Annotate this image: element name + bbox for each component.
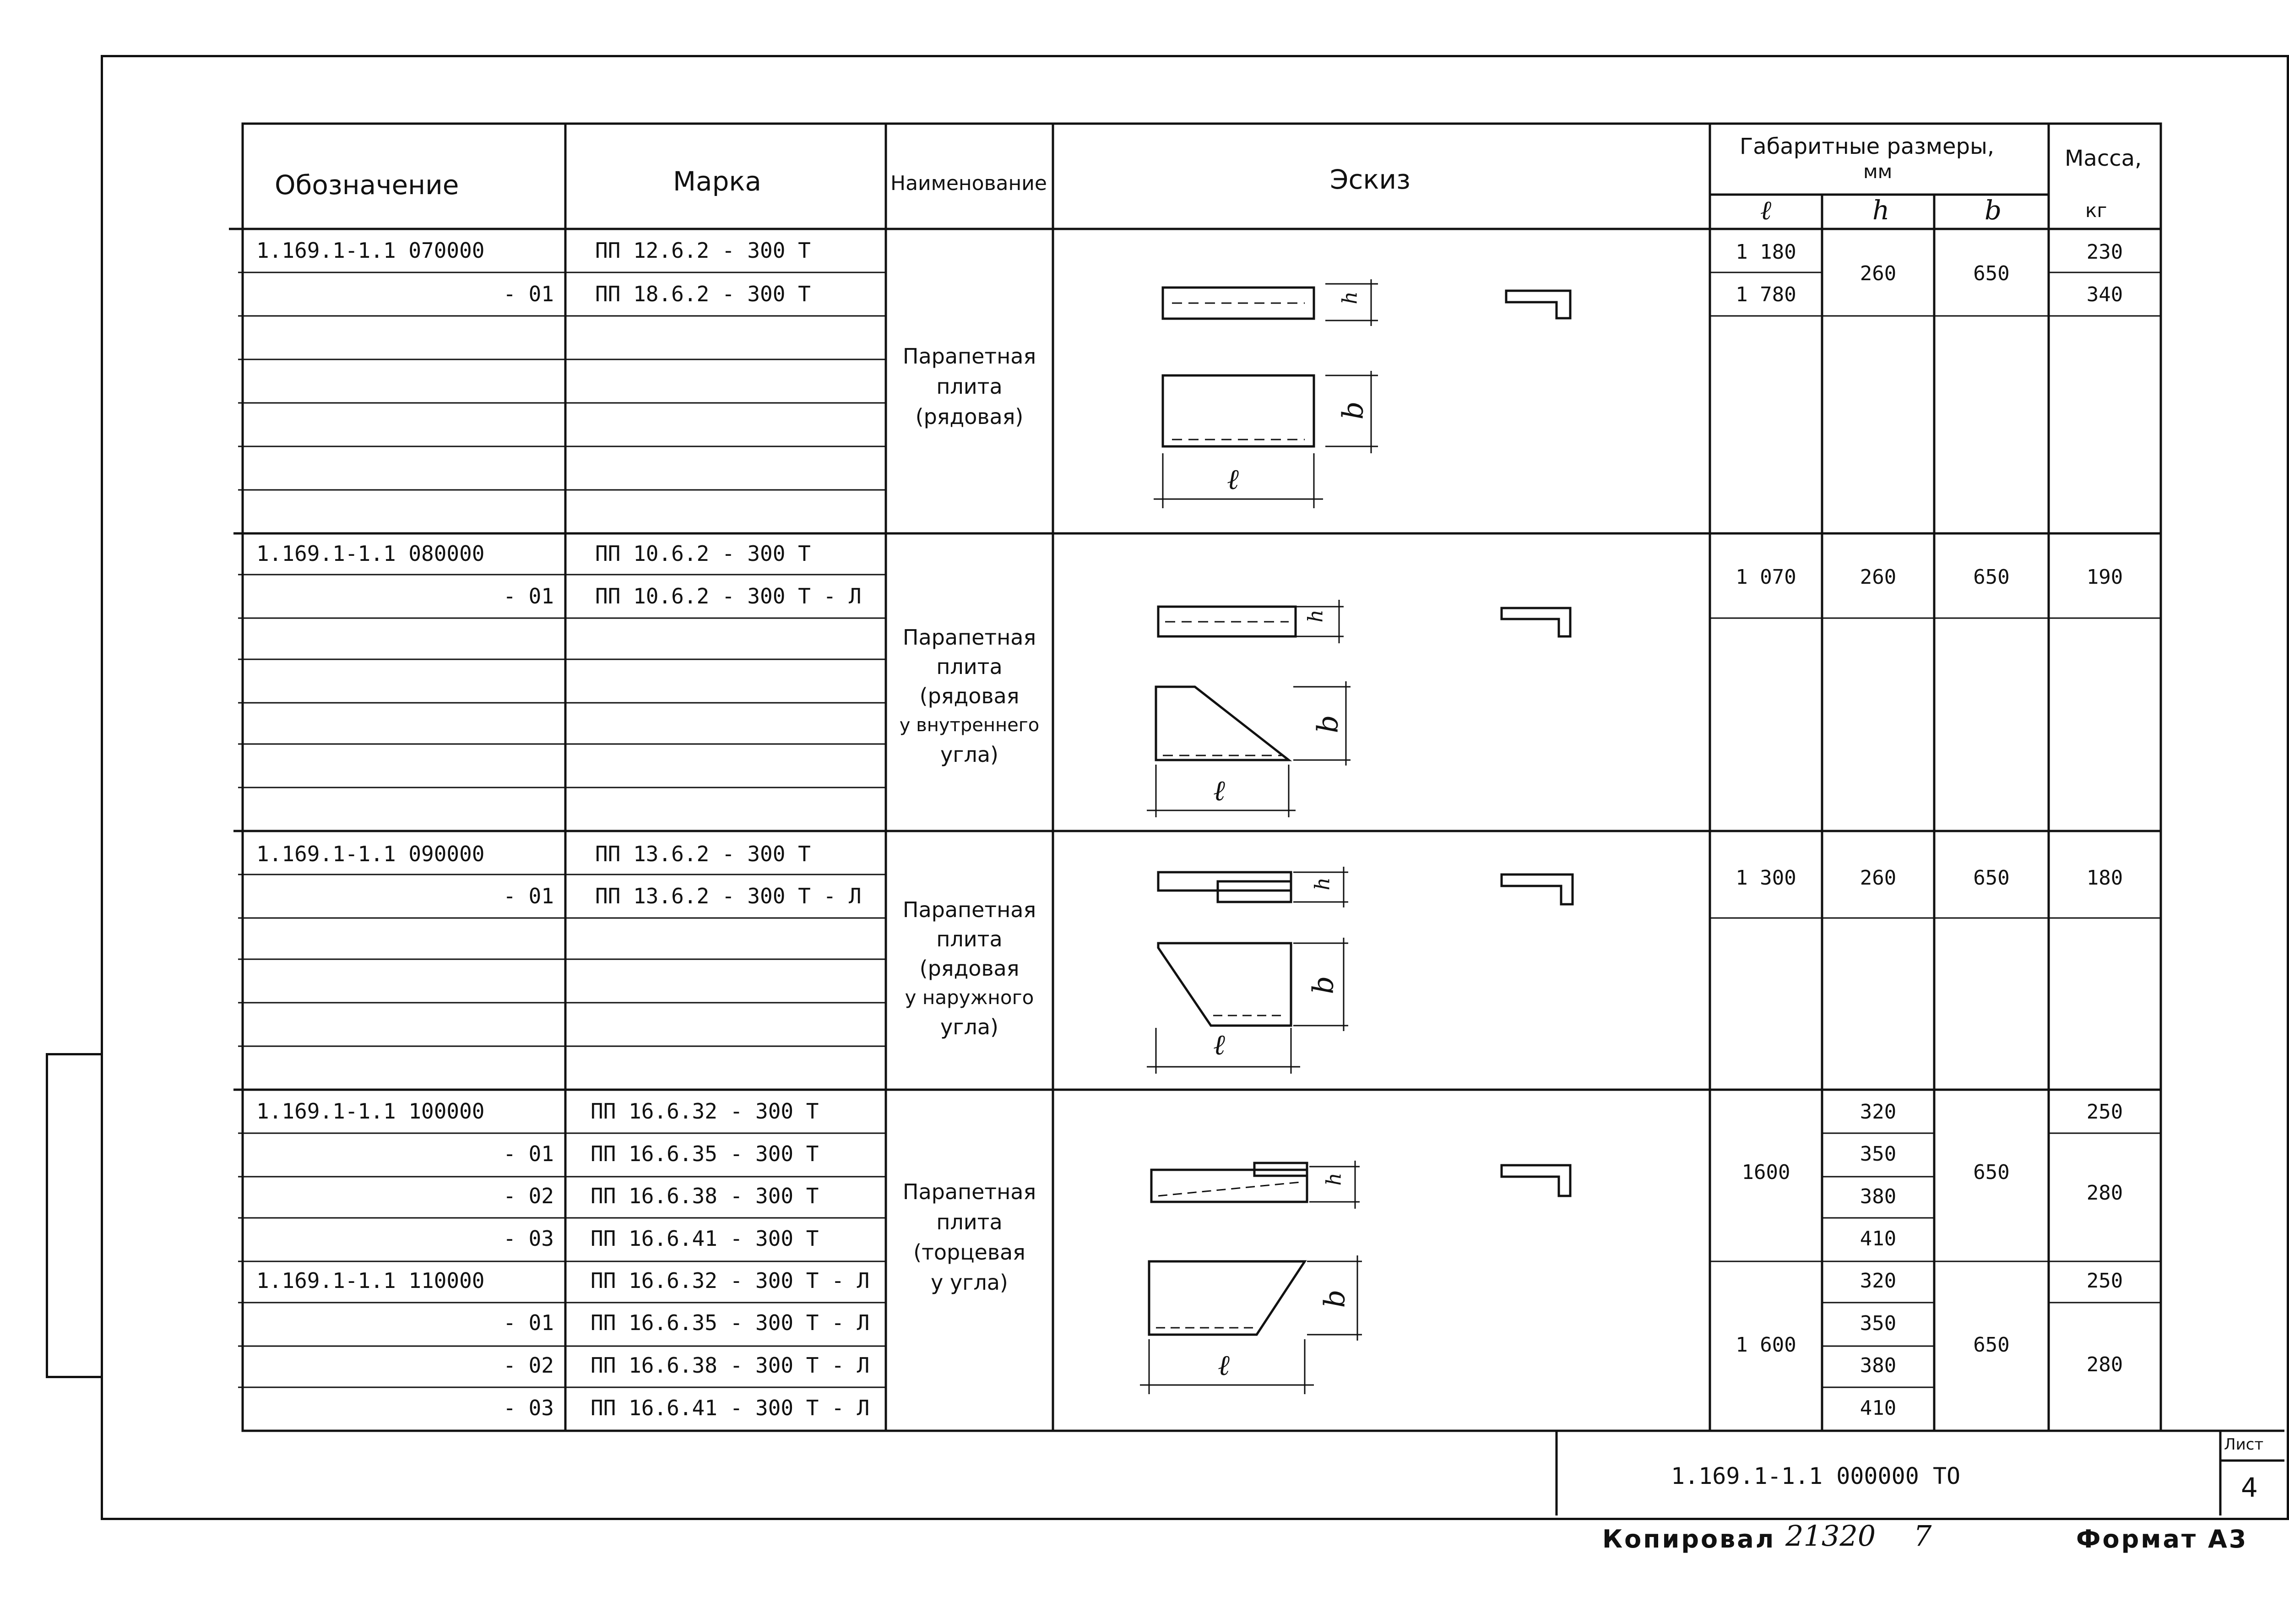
g1-name-line1: Парапетная [902, 344, 1036, 369]
g3-h: 260 [1860, 866, 1897, 890]
g3-row2-mark: ПП 13.6.2 - 300 Т - Л [595, 884, 862, 908]
g4-name-line2: плита [936, 1210, 1003, 1234]
title-sheet-label: Лист [2224, 1435, 2264, 1454]
g4-row3-mark: ПП 16.6.38 - 300 Т [591, 1184, 819, 1208]
g4-row2-mark: ПП 16.6.35 - 300 Т [591, 1141, 819, 1166]
g4-mass-4: 280 [2086, 1353, 2123, 1376]
g3-b: 650 [1973, 866, 2010, 890]
g4-h-3: 380 [1860, 1185, 1897, 1208]
g3-mass: 180 [2086, 866, 2123, 890]
g4-b-1: 650 [1973, 1161, 2010, 1184]
sketch3-h-label: h [1311, 877, 1334, 891]
g4-row8-designation: - 03 [503, 1396, 554, 1420]
g1-l-1: 1 180 [1736, 240, 1796, 264]
footer-format-label: Формат А3 [2076, 1525, 2248, 1553]
sketch2-l-label: ℓ [1213, 774, 1225, 807]
sketch2-h-label: h [1304, 609, 1328, 623]
g2-row2-mark: ПП 10.6.2 - 300 Т - Л [595, 584, 862, 608]
g4-h-4: 410 [1860, 1227, 1897, 1250]
g2-h: 260 [1860, 565, 1897, 589]
header-dim-h: h [1872, 195, 1890, 226]
sketch3-l-label: ℓ [1213, 1028, 1225, 1061]
g3-name-line5: угла) [940, 1015, 998, 1039]
g4-mass-1: 250 [2086, 1100, 2123, 1124]
g2-name-line4: у внутреннего [899, 715, 1040, 736]
sketch-group-2 [1147, 600, 1570, 817]
g2-name-line2: плита [936, 654, 1003, 679]
g3-name-line2: плита [936, 927, 1003, 951]
g2-mass: 190 [2086, 565, 2123, 589]
g4-name-line1: Парапетная [902, 1179, 1036, 1204]
title-sheet-number: 4 [2241, 1472, 2258, 1503]
g3-name [886, 895, 1053, 1042]
g2-b: 650 [1973, 565, 2010, 589]
header-designation: Обозначение [275, 169, 459, 201]
g2-name-line1: Парапетная [902, 625, 1036, 650]
g2-name-line3: (рядовая [919, 684, 1020, 708]
sketch1-b-label: b [1336, 401, 1370, 420]
g1-row2-mark: ПП 18.6.2 - 300 Т [595, 282, 811, 306]
sketch1-l-label: ℓ [1227, 462, 1239, 496]
g4-row4-mark: ПП 16.6.41 - 300 Т [591, 1226, 819, 1251]
g1-row2-designation: - 01 [503, 282, 554, 306]
footer-copied-number: 21320 [1785, 1519, 1876, 1553]
sketch-group-1 [1154, 279, 1570, 508]
g2-name-line5: угла) [940, 742, 998, 767]
g4-b-2: 650 [1973, 1333, 2010, 1357]
header-mass-unit: кг [2085, 199, 2107, 222]
g4-l-2: 1 600 [1736, 1333, 1796, 1357]
footer-copied-label: Копировал [1602, 1525, 1776, 1553]
g3-name-line3: (рядовая [919, 956, 1020, 981]
g2-row1-designation: 1.169.1-1.1 080000 [256, 541, 485, 566]
header-mark: Марка [673, 166, 761, 197]
g4-row7-designation: - 02 [503, 1353, 554, 1378]
header-dim-b: b [1985, 195, 2002, 226]
g3-name-line1: Парапетная [902, 897, 1036, 922]
g4-name-line3: (торцевая [913, 1240, 1025, 1265]
header-dims: Габаритные размеры, [1740, 134, 1995, 159]
g4-row5-mark: ПП 16.6.32 - 300 Т - Л [591, 1268, 870, 1293]
g1-l-2: 1 780 [1736, 283, 1796, 306]
g1-h: 260 [1860, 262, 1897, 285]
g4-h-5: 320 [1860, 1269, 1897, 1293]
g1-b: 650 [1973, 262, 2010, 285]
title-doc-code: 1.169.1-1.1 000000 ТО [1671, 1463, 1961, 1489]
g3-row1-designation: 1.169.1-1.1 090000 [256, 842, 485, 866]
g4-h-1: 320 [1860, 1100, 1897, 1124]
sketch4-b-label: b [1318, 1289, 1351, 1308]
header-dim-l: ℓ [1760, 195, 1772, 226]
g4-row6-mark: ПП 16.6.35 - 300 Т - Л [591, 1310, 870, 1335]
sketch3-b-label: b [1306, 976, 1340, 994]
g4-name [886, 1177, 1053, 1298]
sketch-group-4 [1140, 1161, 1570, 1394]
g3-row1-mark: ПП 13.6.2 - 300 Т [595, 842, 811, 866]
header-mass: Масса, [2065, 146, 2142, 171]
g4-row7-mark: ПП 16.6.38 - 300 Т - Л [591, 1353, 870, 1378]
sketch4-l-label: ℓ [1218, 1348, 1230, 1382]
g1-row1-mark: ПП 12.6.2 - 300 Т [595, 238, 811, 263]
g4-row4-designation: - 03 [503, 1226, 554, 1251]
g4-row1-mark: ПП 16.6.32 - 300 Т [591, 1099, 819, 1124]
g1-row1-designation: 1.169.1-1.1 070000 [256, 238, 485, 263]
g2-row1-mark: ПП 10.6.2 - 300 Т [595, 541, 811, 566]
g4-row6-designation: - 01 [503, 1310, 554, 1335]
g3-name-line4: у наружного [905, 986, 1034, 1009]
g2-row2-designation: - 01 [503, 584, 554, 608]
g4-l-1: 1600 [1741, 1161, 1790, 1184]
g4-row5-designation: 1.169.1-1.1 110000 [256, 1268, 485, 1293]
g1-name-line3: (рядовая) [915, 404, 1024, 429]
sketch4-h-label: h [1322, 1173, 1346, 1186]
header-name: Наименование [890, 172, 1047, 195]
g4-h-7: 380 [1860, 1354, 1897, 1377]
footer-copied-digit: 7 [1914, 1519, 1932, 1553]
header-dims-unit: мм [1863, 160, 1893, 183]
sketch1-h-label: h [1338, 291, 1362, 304]
g4-row2-designation: - 01 [503, 1141, 554, 1166]
header-sketch: Эскиз [1330, 164, 1410, 195]
g4-h-6: 350 [1860, 1312, 1897, 1335]
g4-row3-designation: - 02 [503, 1184, 554, 1208]
g4-mass-2: 280 [2086, 1181, 2123, 1205]
g1-name-line2: плита [936, 374, 1003, 399]
g1-mass-1: 230 [2086, 240, 2123, 264]
g4-h-2: 350 [1860, 1142, 1897, 1166]
g3-l: 1 300 [1736, 866, 1796, 890]
sketch2-b-label: b [1311, 715, 1345, 733]
g4-name-line4: у угла) [931, 1270, 1008, 1295]
g2-l: 1 070 [1736, 565, 1796, 589]
g1-mass-2: 340 [2086, 283, 2123, 306]
g4-h-8: 410 [1860, 1396, 1897, 1420]
g4-row8-mark: ПП 16.6.41 - 300 Т - Л [591, 1396, 870, 1420]
g4-row1-designation: 1.169.1-1.1 100000 [256, 1099, 485, 1124]
g1-name [886, 341, 1053, 432]
g4-mass-3: 250 [2086, 1269, 2123, 1293]
g2-name [886, 623, 1053, 769]
sketch-group-3 [1147, 867, 1573, 1074]
g3-row2-designation: - 01 [503, 884, 554, 908]
